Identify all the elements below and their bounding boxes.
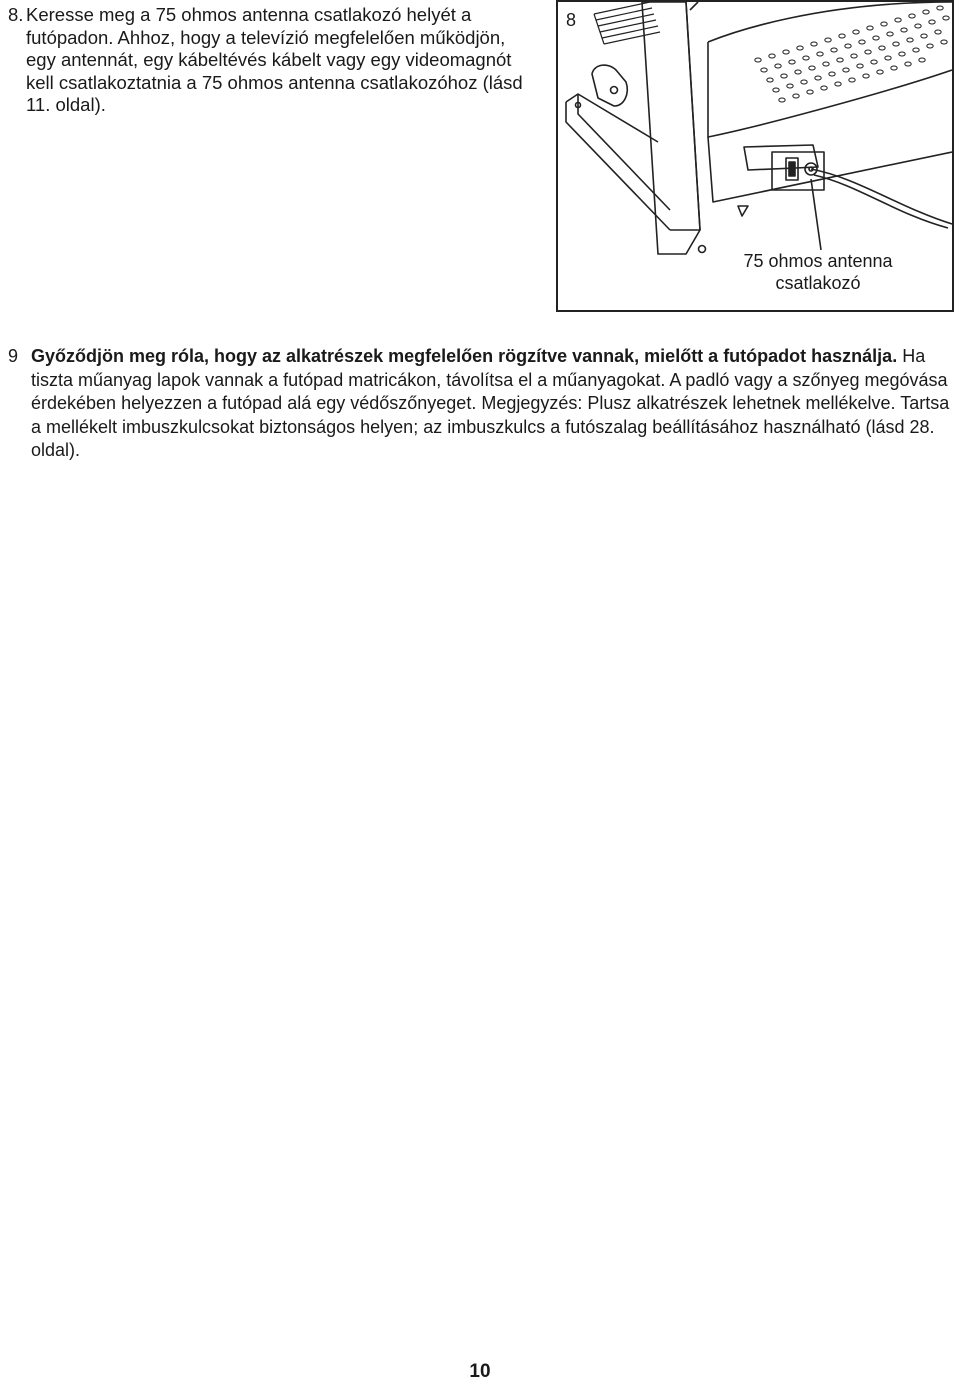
callout-line-1: 75 ohmos antenna (743, 251, 893, 271)
step-9-text: Ha tiszta műanyag lapok vannak a futópad matricákon, távolítsa el a műanyagokat. A padló vagy a szőnyeg megóvása érdekében helyezzen a futópad alá egy védőszőnyeget. Megjegyzés: Plusz alkatrészek lehetnek mellékelve. Tartsa a mellékelt imbuszkulcsokat biztonságos helyen; az imbuszkulcs a futószalag beállításához használható (lásd 28. oldal). (31, 346, 950, 460)
step-8-text: Keresse meg a 75 ohmos antenna csatlakozó helyét a futópadon. Ahhoz, hogy a televízió megfelelően működjön, egy antennát, egy kábeltévés kábelt vagy egy videomagnót kell csatlakoztatnia a 75 ohmos antenna csatlakozóhoz (lásd 11. oldal). (26, 4, 523, 115)
step-9-body (31, 345, 952, 463)
page-number: 10 (469, 1361, 491, 1382)
callout-line-2: csatlakozó (775, 273, 861, 293)
step-8 (8, 4, 538, 117)
figure-8 (556, 0, 954, 312)
step-8-number: 8. (8, 4, 24, 25)
step-9-number: 9 (8, 346, 19, 366)
step-9 (8, 345, 952, 463)
antenna-connector-callout (718, 250, 918, 294)
step-9-bold-text: Győződjön meg róla, hogy az alkatrészek megfelelően rögzítve vannak, mielőtt a futópadot használja. (31, 346, 898, 366)
figure-number: 8 (566, 10, 577, 30)
